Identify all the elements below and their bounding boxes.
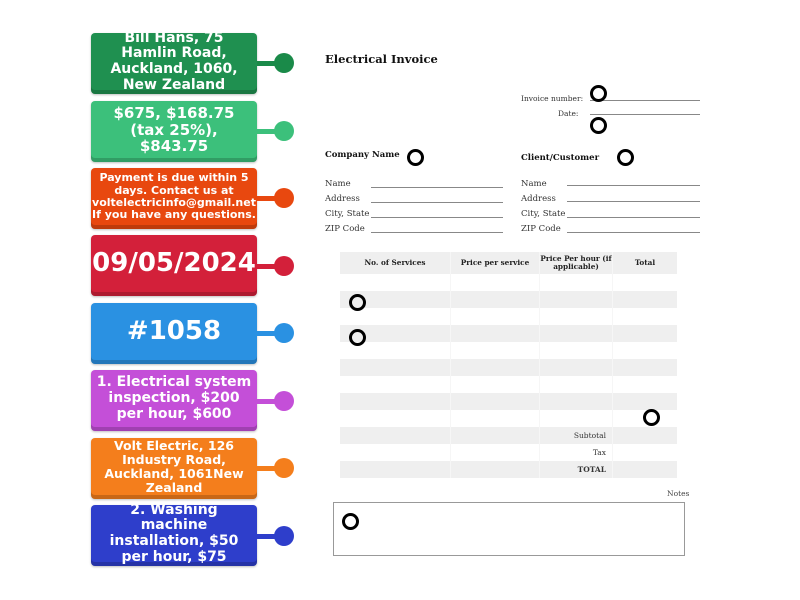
label-text: 09/05/2024 bbox=[92, 248, 256, 279]
table-row bbox=[340, 410, 677, 427]
client-address-line bbox=[567, 201, 700, 202]
client-zip-line bbox=[567, 232, 700, 233]
date-label: Date: bbox=[558, 109, 579, 118]
company-zip-label: ZIP Code bbox=[325, 224, 365, 234]
company-city-label: City, State bbox=[325, 209, 370, 219]
invoice-title: Electrical Invoice bbox=[325, 52, 438, 66]
table-row bbox=[340, 291, 677, 308]
pin-handle[interactable] bbox=[274, 188, 294, 208]
client-zip-label: ZIP Code bbox=[521, 224, 561, 234]
subtotal-row bbox=[340, 427, 677, 444]
drop-zone-invoice-number[interactable] bbox=[590, 85, 607, 102]
table-row bbox=[340, 393, 677, 410]
header-total: Total bbox=[634, 258, 656, 268]
pin-handle[interactable] bbox=[274, 458, 294, 478]
drop-zone-date[interactable] bbox=[590, 117, 607, 134]
label-text: 1. Electrical system inspection, $200 per hour, $600 bbox=[96, 374, 252, 422]
label-date[interactable] bbox=[91, 235, 257, 296]
client-name-line bbox=[567, 185, 700, 186]
pin-handle[interactable] bbox=[274, 256, 294, 276]
company-address-label: Address bbox=[325, 194, 360, 204]
company-name-line bbox=[371, 187, 503, 188]
pin-handle[interactable] bbox=[274, 391, 294, 411]
label-text: 2. Washing machine installation, $50 per hour, $75 bbox=[109, 501, 239, 565]
drop-zone-client[interactable] bbox=[617, 149, 634, 166]
label-payment-note[interactable] bbox=[91, 168, 257, 229]
drop-zone-notes[interactable] bbox=[342, 513, 359, 530]
tax-row bbox=[340, 444, 677, 461]
table-row bbox=[340, 274, 677, 291]
client-city-label: City, State bbox=[521, 209, 566, 219]
label-text: Volt Electric, 126 Industry Road, Auckland, 1061New Zealand bbox=[104, 438, 244, 495]
subtotal-label: Subtotal bbox=[540, 427, 613, 444]
label-text: $675, $168.75 (tax 25%), $843.75 bbox=[113, 103, 235, 156]
table-row bbox=[340, 342, 677, 359]
label-service-1[interactable] bbox=[91, 370, 257, 431]
services-table bbox=[340, 252, 677, 478]
client-address-label: Address bbox=[521, 194, 556, 204]
invoice-number-label: Invoice number: bbox=[521, 94, 584, 103]
total-label: TOTAL bbox=[540, 461, 613, 478]
label-text: Payment is due within 5 days. Contact us at voltelectricinfo@gmail.net If you have any questions. bbox=[92, 171, 256, 222]
date-line bbox=[590, 114, 700, 115]
pin-handle[interactable] bbox=[274, 323, 294, 343]
client-city-line bbox=[567, 217, 700, 218]
company-name-heading: Company Name bbox=[325, 150, 400, 160]
company-zip-line bbox=[371, 232, 503, 233]
drop-zone-service-2[interactable] bbox=[349, 329, 366, 346]
label-text: Bill Hans, 75 Hamlin Road, Auckland, 1060, New Zealand bbox=[110, 29, 238, 93]
label-invoice-number[interactable] bbox=[91, 303, 257, 364]
label-service-2[interactable] bbox=[91, 501, 257, 566]
company-name-label: Name bbox=[325, 179, 351, 189]
table-row bbox=[340, 325, 677, 342]
pin-handle[interactable] bbox=[274, 526, 294, 546]
invoice-number-line bbox=[590, 100, 700, 101]
tax-label: Tax bbox=[540, 444, 613, 461]
notes-box bbox=[333, 502, 685, 556]
header-no-of-services: No. of Services bbox=[340, 252, 451, 274]
header-price-per-hour: Price Per hour (if applicable) bbox=[540, 252, 613, 274]
company-city-line bbox=[371, 217, 503, 218]
table-row bbox=[340, 359, 677, 376]
pin-handle[interactable] bbox=[274, 121, 294, 141]
header-price-per-service: Price per service bbox=[451, 252, 540, 274]
label-text: #1058 bbox=[126, 316, 222, 347]
total-row bbox=[340, 461, 677, 478]
table-row bbox=[340, 376, 677, 393]
drop-zone-totals[interactable] bbox=[643, 409, 660, 426]
company-address-line bbox=[371, 202, 503, 203]
label-customer-address[interactable] bbox=[91, 29, 257, 94]
table-header-row bbox=[340, 252, 677, 274]
client-name-label: Name bbox=[521, 179, 547, 189]
table-row bbox=[340, 308, 677, 325]
client-heading: Client/Customer bbox=[521, 153, 600, 163]
label-company-address[interactable] bbox=[91, 438, 257, 499]
notes-label: Notes bbox=[667, 489, 690, 498]
pin-handle[interactable] bbox=[274, 53, 294, 73]
label-totals[interactable] bbox=[91, 101, 257, 162]
drop-zone-service-1[interactable] bbox=[349, 294, 366, 311]
drop-zone-company-name[interactable] bbox=[407, 149, 424, 166]
